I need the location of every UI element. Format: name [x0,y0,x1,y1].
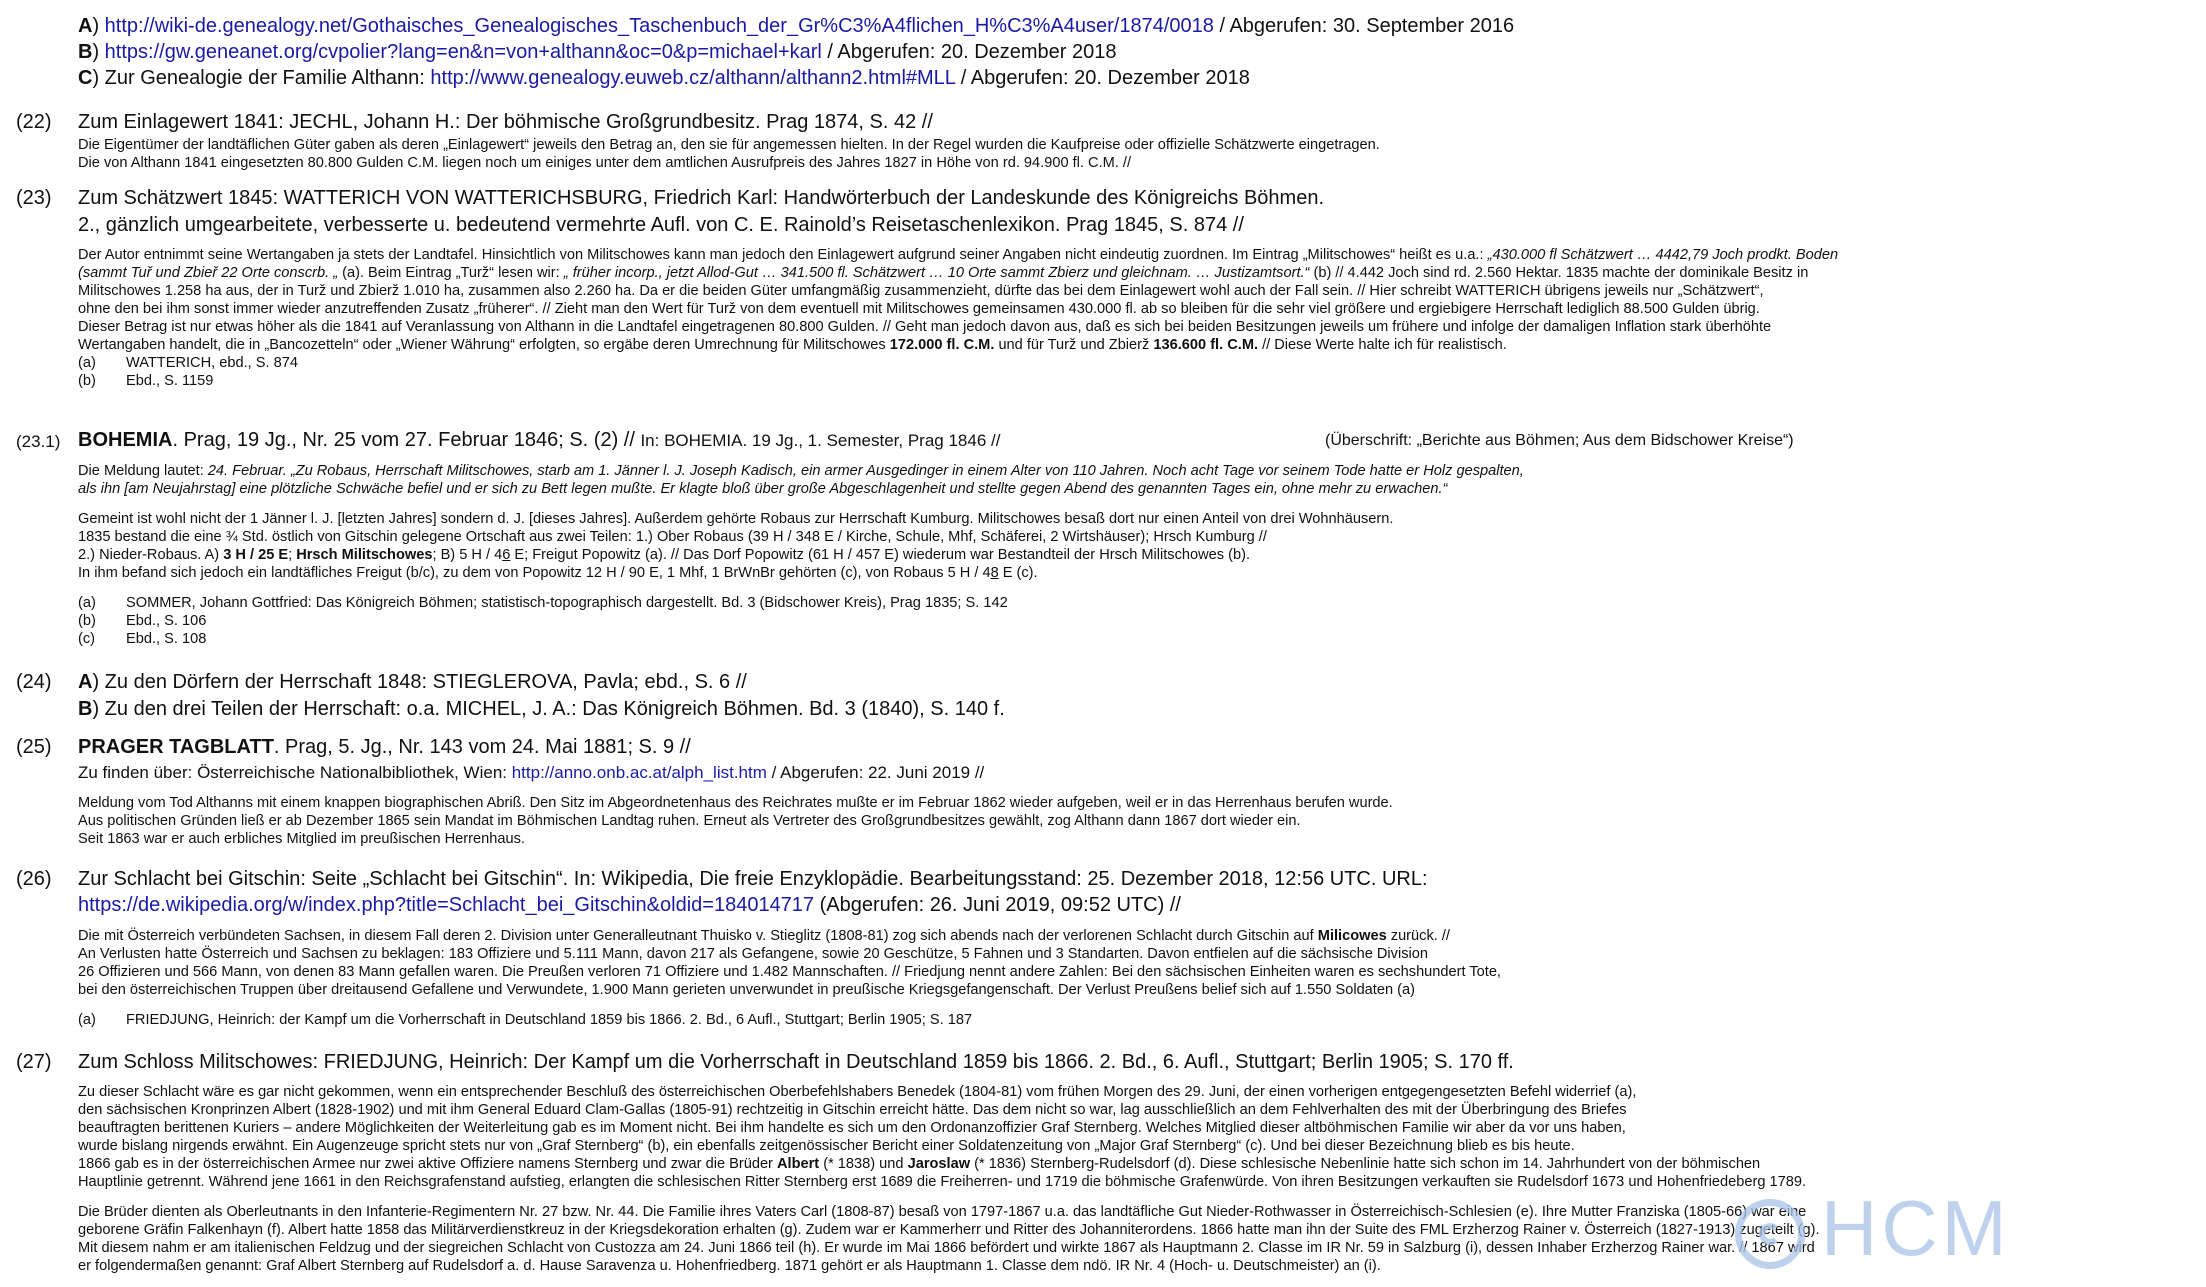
footnote-22-title: Zum Einlagewert 1841: JECHL, Johann H.: Der böhmische Großgrundbesitz. Prag 1874, S. 42 // [78,111,933,133]
footnote-23-1-source-b-text: Ebd., S. 106 [126,613,207,629]
footnote-23-source-a-text: WATTERICH, ebd., S. 874 [126,355,298,371]
footnote-number-24: (24) [16,671,52,693]
footnote-23-source-a: (a) [78,355,96,371]
footnote-23-1-text-4: In ihm befand sich jedoch ein landtäfliches Freigut (b/c), zu dem von Popowitz 12 H / 90 E, 1 Mhf, 1 BrWnBr gehörten (c), von Robaus 5 H / 48 E (c). [78,565,1038,581]
footnote-26-title: Zur Schlacht bei Gitschin: Seite „Schlacht bei Gitschin“. In: Wikipedia, Die freie Enzyklopädie. Bearbeitungsstand: 25. Dezember 2018, 12:56 UTC. URL: [78,868,1428,890]
footnote-22-text-1: Die Eigentümer der landtäflichen Güter gaben als deren „Einlagewert“ jeweils den Betrag an, den sie für angemessen hielten. In der Regel wurden die Kaufpreise oder offizielle Schätzwerte eingetragen. [78,137,1380,153]
footnote-23-1-quote-1: Die Meldung lautet: 24. Februar. „Zu Robaus, Herrschaft Militschowes, starb am 1. Jänner l. J. Joseph Kadisch, ein armer Ausgedinger in einem Alter von 110 Jahren. Noch acht Tage vor seinem Tode hatte er Holz gespalten, [78,463,1524,479]
footnote-23-text-1: Der Autor entnimmt seine Wertangaben ja stets der Landtafel. Hinsichtlich von Militschowes kann man jedoch den Einlagewert aufgrund seiner Angaben nicht eindeutig zuordnen. Im Eintrag „Militschowes“ heißt es u.a.: „430.000 fl Schätzwert … 4442,79 Joch prodkt. Boden [78,247,1839,263]
ref-c-link[interactable]: http://www.genealogy.euweb.cz/althann/althann2.html#MLL [430,67,956,89]
ref-b-line: B) https://gw.geneanet.org/cvpolier?lang=en&n=von+althann&oc=0&p=michael+karl / Abgerufen: 20. Dezember 2018 [78,41,1117,63]
footnote-23-text-5: Dieser Betrag ist nur etwas höher als die 1841 auf Veranlassung von Althann in die Landtafel eingetragenen 80.800 Gulden. // Geht man jedoch davon aus, daß es sich bei beiden Besitzungen jeweils um frühere und infolge der damaligen Inflation stark überhöhte [78,319,1772,335]
footnote-27-text-7: Die Brüder dienten als Oberleutnants in den Infanterie-Regimentern Nr. 27 bzw. Nr. 44. Die Familie ihres Vaters Carl (1808-87) besaß von 1797-1867 u.a. das landtäfliche Gut Nieder-Rothwasser in Österreichisch-Schlesien (e). Ihre Mutter Franziska (1805-66) war eine [78,1204,1807,1220]
footnote-26-source-a: (a) [78,1012,96,1028]
footnote-23-text-2: (sammt Tuř und Zbieř 22 Orte conscrb. „ (a). Beim Eintrag „Turž“ lesen wir: „ früher incorp., jetzt Allod-Gut … 341.500 fl. Schätzwert … 10 Orte sammt Zbierz und gleichnam. … Justizamtsort.“ (b) // 4.442 Joch sind rd. 2.560 Hektar. 1835 machte der dominikale Besitz in [78,265,1809,281]
footnote-number-23: (23) [16,187,52,209]
footnote-23-1-quote-2: als ihn [am Neujahrstag] eine plötzliche Schwäche befiel und er sich zu Bett legen mußte. Er klagte bloß über große Abgeschlagenheit und stellte gegen Abend des genannten Tages ein, ohne mehr zu erwachen.“ [78,481,1448,497]
footnote-26-link[interactable]: https://de.wikipedia.org/w/index.php?title=Schlacht_bei_Gitschin&oldid=184014717 [78,894,815,916]
footnote-26-text-1: Die mit Österreich verbündeten Sachsen, in diesem Fall deren 2. Division unter Generalleutnant Thuisko v. Stieglitz (1808-81) zog sich abends nach der verlorenen Schlacht durch Gitschin auf Milicowes zurück. // [78,928,1450,944]
footnote-22-text-2: Die von Althann 1841 eingesetzten 80.800 Gulden C.M. liegen noch um einiges unter dem amtlichen Ausrufpreis des Jahres 1827 in Höhe von rd. 94.900 fl. C.M. // [78,155,1132,171]
footnote-number-25: (25) [16,736,52,758]
footnote-25-text-1: Meldung vom Tod Althanns mit einem knappen biographischen Abriß. Den Sitz im Abgeordnetenhaus des Reichrates mußte er im Februar 1862 wieder aufgeben, weil er in das Herrenhaus berufen wurde. [78,795,1393,811]
footnote-25-access: Zu finden über: Österreichische Nationalbibliothek, Wien: http://anno.onb.ac.at/alph_list.htm / Abgerufen: 22. Juni 2019 // [78,763,985,782]
footnote-23-1-text-1: Gemeint ist wohl nicht der 1 Jänner l. J. [letzten Jahres] sondern d. J. [dieses Jahres]. Außerdem gehörte Robaus zur Herrschaft Kumburg. Militschowes besaß dort nur einen Anteil von drei Wohnhäusern. [78,511,1394,527]
footnote-27-text-4: wurde bislang nirgends erwähnt. Ein Augenzeuge spricht stets nur von „Graf Sternberg“ (b), ein ebenfalls zeitgenössischer Bericht einer Soldatenzeitung von „Major Graf Sternberg“ (c). Und bei dieser Bezeichnung blieb es bis heute. [78,1138,1575,1154]
footnote-25-title: PRAGER TAGBLATT. Prag, 5. Jg., Nr. 143 vom 24. Mai 1881; S. 9 // [78,736,691,758]
footnote-27-text-8: geborene Gräfin Falkenhayn (f). Albert hatte 1858 das Militärverdienstkreuz in der Kriegsdekoration erhalten (g). Zudem war er Kammerherr und Ritter des Johanniterordens. 1866 hatte man ihn der Suite des FML Erzherzog Rainer v. Österreich (1827-1913) zugeteilt (g). [78,1222,1820,1238]
footnote-26-text-2: An Verlusten hatte Österreich und Sachsen zu beklagen: 183 Offiziere und 5.111 Mann, davon 217 als Gefangene, sowie 20 Geschütze, 5 Fahnen und 3 Standarten. Davon entfielen auf die sächsische Division [78,946,1428,962]
footnote-27-text-1: Zu dieser Schlacht wäre es gar nicht gekommen, wenn ein entsprechender Beschluß des österreichischen Oberbefehlshabers Benedek (1804-81) vom frühen Morgen des 29. Juni, der einen vorherigen entgegengesetzten Befehl widerrief (a), [78,1084,1637,1100]
footnote-27-text-9: Mit diesem nahm er am italienischen Feldzug und der siegreichen Schlacht von Custozza am 24. Juni 1866 teil (h). Er wurde im Mai 1866 befördert und wirkte 1867 als Hauptmann 2. Classe im IR Nr. 59 in Salzburg (i), dessen Inhaber Erzherzog Rainer war. // 1867 wird [78,1240,1815,1256]
footnote-number-27: (27) [16,1051,52,1073]
footnote-26-source-a-text: FRIEDJUNG, Heinrich: der Kampf um die Vorherrschaft in Deutschland 1859 bis 1866. 2. Bd., 6 Aufl., Stuttgart; Berlin 1905; S. 187 [126,1012,973,1028]
footnote-27-text-2: den sächsischen Kronprinzen Albert (1828-1902) und mit ihm General Eduard Clam-Gallas (1805-91) rechtzeitig in Gitschin erreicht hätte. Das dem nicht so war, lag ausschließlich an dem Fehlverhalten des mit der Überbringung des Briefes [78,1102,1627,1118]
footnote-25-link[interactable]: http://anno.onb.ac.at/alph_list.htm [511,763,767,782]
ref-a-link[interactable]: http://wiki-de.genealogy.net/Gothaisches_Genealogisches_Taschenbuch_der_Gr%C3%A4flichen_H%C3%A4user/1874/0018 [104,15,1214,37]
footnote-23-1-source-b: (b) [78,613,96,629]
footnote-27-text-10: er folgendermaßen genannt: Graf Albert Sternberg auf Rudelsdorf a. d. Hause Saravenza u. Hohenfriedberg. 1871 gehört er als Hauptmann 1. Classe dem ndö. IR Nr. 4 (Hoch- u. Deutschmeister) an (i). [78,1258,1381,1274]
footnote-27-text-6: Hauptlinie getrennt. Während jene 1661 in den Reichsgrafenstand aufstieg, erlangten die schlesischen Ritter Sternberg erst 1689 die Freiherren- und 1719 die böhmische Grafenwürde. Von ihren Besitzungen verkauften sie Rudelsdorf 1673 und Hohenfriedeberg 1789. [78,1174,1807,1190]
footnote-26-text-3: 26 Offizieren und 566 Mann, von denen 83 Mann gefallen waren. Die Preußen verloren 71 Offiziere und 1.482 Mannschaften. // Friedjung nennt andere Zahlen: Bei den sächsischen Einheiten waren es sechshundert Tote, [78,964,1501,980]
footnote-25-text-2: Aus politischen Gründen ließ er ab Dezember 1865 sein Mandat im Böhmischen Landtag ruhen. Erneut als Vertreter des Großgrundbesitzes gewählt, zog Althann dann 1867 dort wieder ein. [78,813,1301,829]
footnote-23-1-heading-note: (Überschrift: „Berichte aus Böhmen; Aus dem Bidschower Kreise“) [1325,432,1794,449]
footnote-23-text-4: ohne den bei ihm sonst immer wieder anzutreffenden Zusatz „früherer“. // Zieht man den Wert für Turž von dem eventuell mit Militschowes gemeinsamen 430.000 fl. ab so bleiben für die sehr viel größere und ergiebigere Herrschaft lediglich 88.500 Gulden übrig. [78,301,1760,317]
ref-c-line: C) Zur Genealogie der Familie Althann: http://www.genealogy.euweb.cz/althann/althann2.html#MLL / Abgerufen: 20. Dezember 2018 [78,67,1250,89]
copyright-watermark: HCM [1735,1178,2075,1278]
footnote-23-1-title: BOHEMIA. Prag, 19 Jg., Nr. 25 vom 27. Februar 1846; S. (2) // In: BOHEMIA. 19 Jg., 1. Semester, Prag 1846 // [78,429,1001,451]
copyright-icon [1735,1199,1805,1269]
footnote-27-title: Zum Schloss Militschowes: FRIEDJUNG, Heinrich: Der Kampf um die Vorherrschaft in Deutschland 1859 bis 1866. 2. Bd., 6. Aufl., Stuttgart; Berlin 1905; S. 170 ff. [78,1051,1514,1073]
footnote-23-source-b-text: Ebd., S. 1159 [126,373,214,389]
footnote-23-source-b: (b) [78,373,96,389]
footnote-23-title-2: 2., gänzlich umgearbeitete, verbesserte u. bedeutend vermehrte Aufl. von C. E. Rainold’s Reisetaschenlexikon. Prag 1845, S. 874 // [78,214,1244,236]
footnote-27-text-5: 1866 gab es in der österreichischen Armee nur zwei aktive Offiziere namens Sternberg und zwar die Brüder Albert (* 1838) und Jaroslaw (* 1836) Sternberg-Rudelsdorf (d). Diese schlesische Nebenlinie hatte sich schon im 14. Jahrhundert von der böhmischen [78,1156,1761,1172]
footnote-23-1-source-c: (c) [78,631,96,647]
footnote-23-1-source-c-text: Ebd., S. 108 [126,631,207,647]
footnote-number-23-1: (23.1) [16,432,61,451]
footnote-23-text-3: Militschowes 1.258 ha aus, der in Turž und Zbierž 1.010 ha, zusammen also 2.260 ha. Da er die beiden Güter umfangmäßig zusammenzieht, dürfte das bei dem Einlagewert wohl auch der Fall sein. // Hier schreibt WATTERICH übrigens jeweils nur „Schätzwert“, [78,283,1764,299]
footnote-number-26: (26) [16,868,52,890]
footnote-number-22: (22) [16,111,52,133]
footnote-23-1-source-a: (a) [78,595,96,611]
footnote-26-url-line: https://de.wikipedia.org/w/index.php?title=Schlacht_bei_Gitschin&oldid=184014717 (Abgerufen: 26. Juni 2019, 09:52 UTC) // [78,894,1181,916]
ref-a-line: A) http://wiki-de.genealogy.net/Gothaisches_Genealogisches_Taschenbuch_der_Gr%C3%A4flichen_H%C3%A4user/1874/0018 / Abgerufen: 30. September 2016 [78,15,1515,37]
footnote-24-a: A) Zu den Dörfern der Herrschaft 1848: STIEGLEROVA, Pavla; ebd., S. 6 // [78,671,747,693]
footnote-27-text-3: beauftragten berittenen Kuriers – andere Möglichkeiten der Weiterleitung gab es im Moment nicht. Bei ihm handelte es sich um den Ordonanzoffizier Graf Sternberg. Welches Mitglied dieser altböhmischen Familie wir aber da vor uns haben, [78,1120,1626,1136]
footnote-24-b: B) Zu den drei Teilen der Herrschaft: o.a. MICHEL, J. A.: Das Königreich Böhmen. Bd. 3 (1840), S. 140 f. [78,698,1005,720]
footnote-26-text-4: bei den österreichischen Truppen über dreitausend Gefallene und Verwundete, 1.900 Mann gerieten unverwundet in preußische Kriegsgefangenschaft. Der Verlust Preußens belief sich auf 1.550 Soldaten (a) [78,982,1415,998]
footnote-23-1-source-a-text: SOMMER, Johann Gottfried: Das Königreich Böhmen; statistisch-topographisch dargestellt. Bd. 3 (Bidschower Kreis), Prag 1835; S. 142 [126,595,1008,611]
footnote-23-1-text-3: 2.) Nieder-Robaus. A) 3 H / 25 E; Hrsch Militschowes; B) 5 H / 46 E; Freigut Popowitz (a). // Das Dorf Popowitz (61 H / 457 E) wiederum war Bestandteil der Hrsch Militschowes (b). [78,547,1251,563]
footnote-23-title-1: Zum Schätzwert 1845: WATTERICH VON WATTERICHSBURG, Friedrich Karl: Handwörterbuch der Landeskunde des Königreichs Böhmen. [78,187,1325,209]
footnote-23-1-text-2: 1835 bestand die eine ¾ Std. östlich von Gitschin gelegene Ortschaft aus zwei Teilen: 1.) Ober Robaus (39 H / 348 E / Kirche, Schule, Mhf, Schäferei, 2 Wirtshäuser); Hrsch Kumburg // [78,529,1267,545]
footnote-25-text-3: Seit 1863 war er auch erbliches Mitglied im preußischen Herrenhaus. [78,831,525,847]
footnote-23-text-6: Wertangaben handelt, die in „Bancozetteln“ oder „Wiener Währung“ erfolgten, so ergäbe deren Umrechnung für Militschowes 172.000 fl. C.M. und für Turž und Zbierž 136.600 fl. C.M. // Diese Werte halte ich für realistisch. [78,337,1507,353]
ref-b-link[interactable]: https://gw.geneanet.org/cvpolier?lang=en&n=von+althann&oc=0&p=michael+karl [104,41,822,63]
